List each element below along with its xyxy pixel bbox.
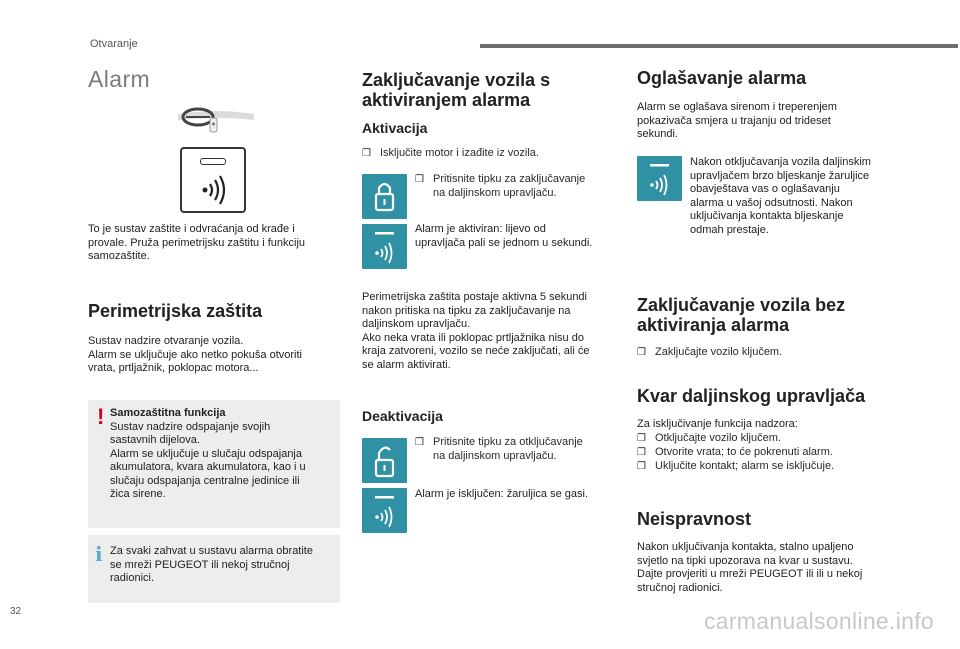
alarm-activated-text: Alarm je aktiviran: lijevo od upravljača pali se jednom u sekundi.: [415, 223, 593, 249]
alarm-led-icon: [637, 156, 682, 201]
info-box: i Za svaki zahvat u sustavu alarma obratite se mreži PEUGEOT ili nekoj stručnoj radionici.: [88, 535, 340, 603]
checkbox-bullet-icon: ❒: [637, 447, 646, 458]
alarm-led-icon: [362, 488, 407, 533]
malfunction-title: Neispravnost: [637, 509, 752, 529]
perimeter-title: Perimetrijska zaštita: [88, 301, 263, 321]
malfunction-text: Nakon uključivanja kontakta, stalno upaljeno svjetlo na tipki upozorava na kvar u sustavu. Dajte provjeriti u mreži PEUGEOT ili ili u nekoj stručnoj radionici.: [637, 541, 863, 594]
warning-icon: !: [97, 404, 105, 429]
page-title: Alarm: [88, 66, 151, 92]
intro-text: To je sustav zaštite i odvraćanja od krađe i provale. Pruža perimetrijsku zaštitu i funkciju samozaštite.: [88, 223, 306, 262]
checkbox-bullet-icon: ❒: [415, 437, 424, 448]
activation-bullet: ❒ Isključite motor i izađite iz vozila.: [362, 147, 539, 159]
alarm-deactivated-text: Alarm je isključen: žaruljica se gasi.: [415, 488, 589, 500]
page-number: 32: [10, 606, 22, 617]
checkbox-bullet-icon: ❒: [637, 347, 646, 358]
alarm-sounding-title: Oglašavanje alarma: [637, 68, 807, 88]
deactivation-title: Deaktivacija: [362, 408, 443, 424]
lock-with-alarm-title: Zaključavanje vozila s aktiviranjem alarma: [362, 70, 551, 110]
padlock-closed-icon: [362, 174, 407, 219]
press-lock-step: ❒ Pritisnite tipku za zaključavanje na daljinskom upravljaču.: [415, 173, 586, 199]
alarm-sounding-text: Alarm se oglašava sirenom i treperenjem pokazivača smjera u trajanju od trideset sekundi.: [637, 101, 837, 140]
fault-bullet: ❒ Otključajte vozilo ključem.: [637, 432, 781, 444]
checkbox-bullet-icon: ❒: [362, 148, 371, 159]
alarm-flash-text: Nakon otključavanja vozila daljinskim upravljačem brzo bljeskanje žaruljice obavještava vas o oglašavanju alarma u vašoj odsutnosti. Nakon uključivanja kontakta bljeskanje odmah prestaje.: [690, 156, 871, 236]
fault-bullet: ❒ Otvorite vrata; to će pokrenuti alarm.: [637, 446, 833, 458]
fault-bullet: ❒ Uključite kontakt; alarm se isključuje.: [637, 460, 835, 472]
perimeter-active-text: Perimetrijska zaštita postaje aktivna 5 sekundi nakon pritiska na tipku za zaključavanje na daljinskom upravljaču. Ako neka vrata ili poklopac prtljažnika nisu do kraja zatvoreni, vozilo se neće zaključati, ali će se alarm aktivirati.: [362, 291, 590, 371]
lock-without-alarm-title: Zaključavanje vozila bez aktiviranja alarma: [637, 295, 846, 335]
watermark: carmanualsonline.info: [703, 608, 934, 634]
press-unlock-step: ❒ Pritisnite tipku za otključavanje na daljinskom upravljaču.: [415, 436, 583, 462]
info-icon: i: [95, 542, 103, 566]
activation-title: Aktivacija: [362, 120, 428, 136]
perimeter-text: Sustav nadzire otvaranje vozila. Alarm se uključuje ako netko pokuša otvoriti vrata, prtljažnik, poklopac motora...: [88, 335, 302, 374]
warning-box: ! Samozaštitna funkcija Sustav nadzire odspajanje svojih sastavnih dijelova. Alarm se uključuje u slučaju odspajanja akumulatora, kvara akumulatora, kao i u slučaju odspajanja centralne jedinice ili žica sirene.: [88, 400, 340, 528]
lock-with-key-bullet: ❒ Zaključajte vozilo ključem.: [637, 346, 783, 358]
checkbox-bullet-icon: ❒: [415, 174, 424, 185]
header-bar: [480, 44, 958, 48]
remote-fault-title: Kvar daljinskog upravljača: [637, 386, 866, 406]
checkbox-bullet-icon: ❒: [637, 461, 646, 472]
alarm-button-icon: [180, 147, 246, 213]
padlock-open-icon: [362, 438, 407, 483]
alarm-led-icon: [362, 224, 407, 269]
steering-wheel-icon: [176, 100, 256, 140]
section-label: Otvaranje: [90, 38, 138, 50]
remote-fault-intro: Za isključivanje funkcija nadzora:: [637, 418, 798, 430]
checkbox-bullet-icon: ❒: [637, 433, 646, 444]
